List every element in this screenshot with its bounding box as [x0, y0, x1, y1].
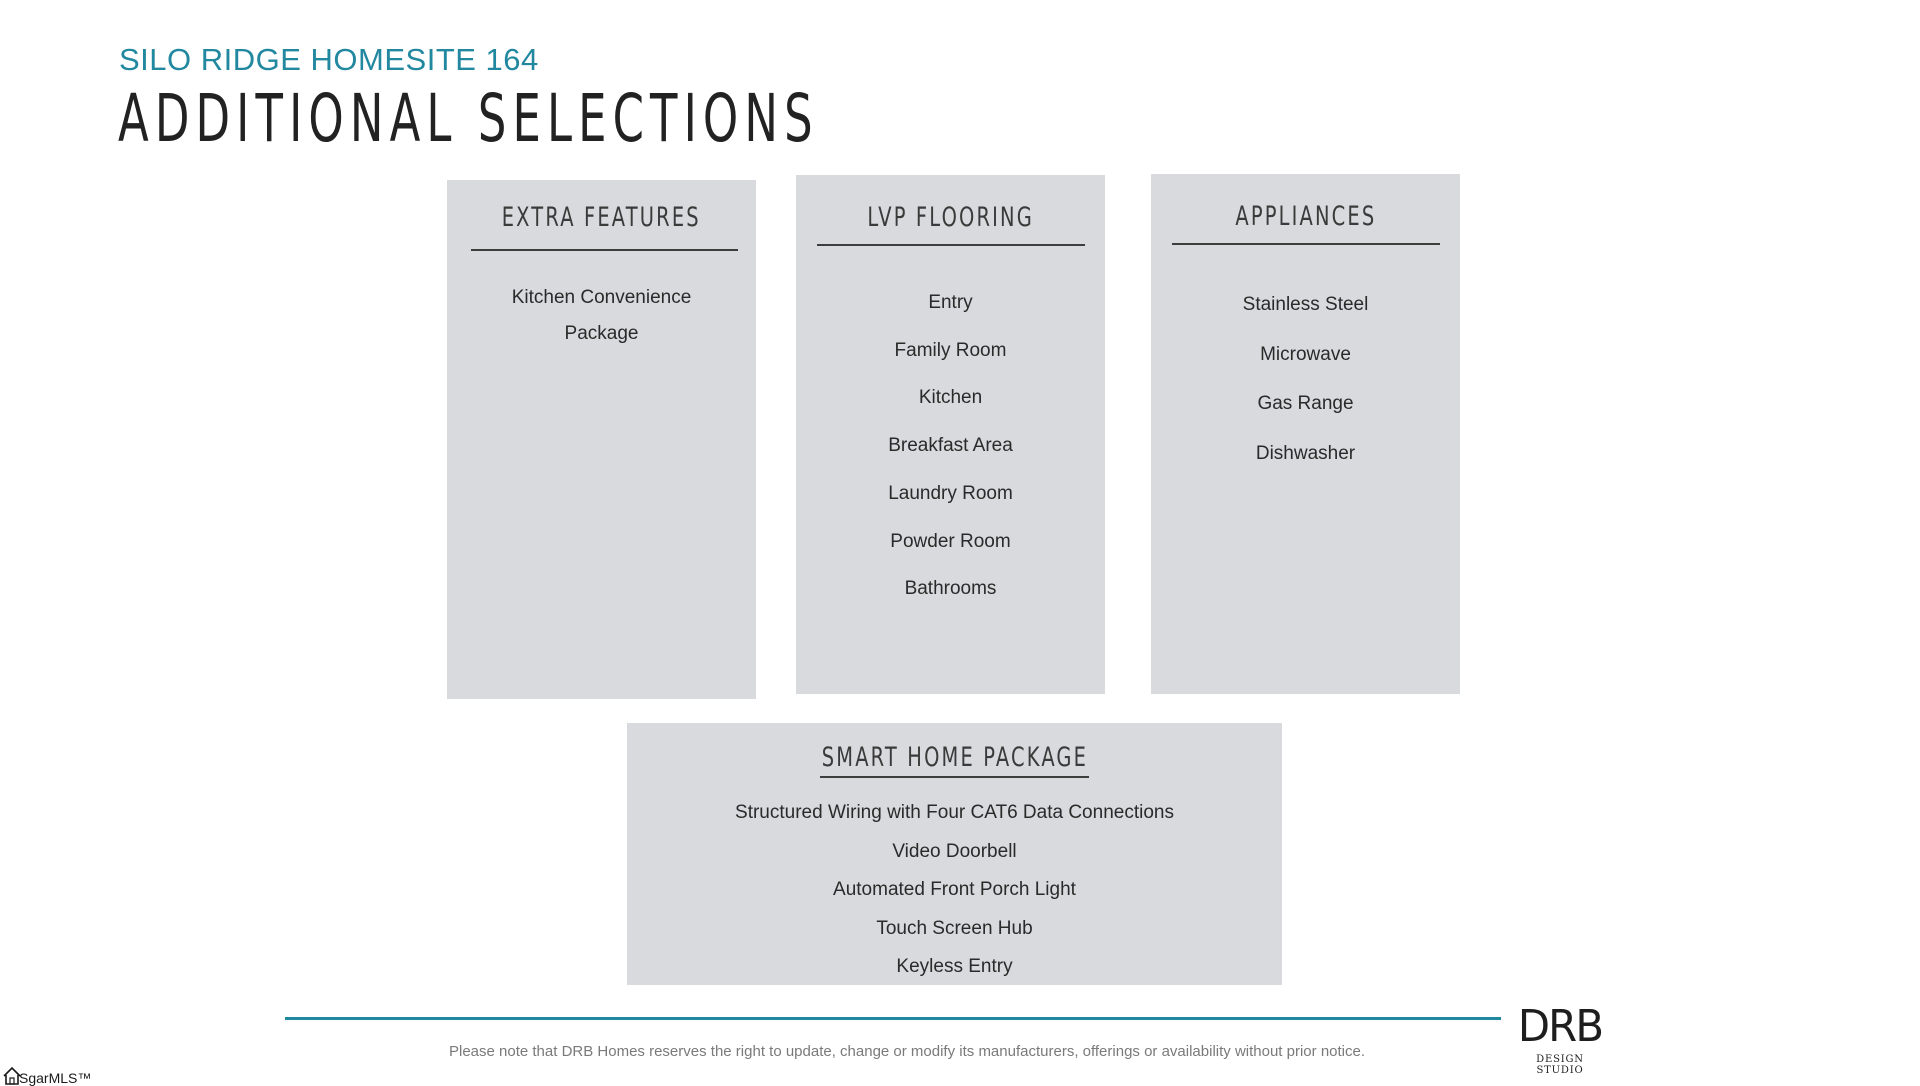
extra-features-heading: EXTRA FEATURES	[501, 202, 702, 233]
lvp-flooring-list	[796, 279, 1105, 613]
list-item: Automated Front Porch Light	[833, 879, 1076, 901]
list-item: Kitchen Convenience Package	[511, 287, 692, 344]
extra-features-divider	[471, 249, 738, 251]
lvp-flooring-panel	[796, 175, 1105, 694]
footer-divider	[285, 1017, 1501, 1020]
appliances-heading: APPLIANCES	[1235, 201, 1376, 232]
drb-design-studio-logo	[1512, 1001, 1608, 1076]
extra-features-list	[487, 280, 716, 352]
appliances-panel	[1151, 174, 1460, 694]
disclaimer-text: Please note that DRB Homes reserves the right to update, change or modify its manufacturers, offerings or availability without prior notice.	[449, 1043, 1366, 1060]
smart-home-list	[627, 794, 1282, 987]
logo-mark: DRB	[1517, 1001, 1603, 1052]
page-title: ADDITIONAL SELECTIONS	[118, 80, 819, 157]
list-item: Stainless Steel	[1242, 294, 1369, 315]
smart-home-divider	[820, 776, 1089, 778]
smart-home-heading: SMART HOME PACKAGE	[821, 742, 1088, 773]
list-item: Keyless Entry	[896, 956, 1013, 978]
extra-features-panel	[447, 180, 756, 699]
list-item: Gas Range	[1257, 393, 1354, 415]
logo-subtitle: DESIGN STUDIO	[1536, 1054, 1584, 1076]
list-item: Bathrooms	[904, 578, 997, 600]
list-item: Laundry Room	[888, 482, 1013, 504]
smart-home-panel	[627, 723, 1282, 985]
list-item: Entry	[928, 292, 973, 313]
appliances-list	[1151, 280, 1460, 479]
list-item: Microwave	[1260, 343, 1351, 365]
appliances-divider	[1172, 243, 1440, 245]
list-item: Powder Room	[890, 530, 1011, 552]
list-item: Kitchen	[918, 387, 983, 409]
mls-watermark-text: SgarMLS™	[19, 1070, 92, 1086]
list-item: Video Doorbell	[892, 840, 1017, 862]
list-item: Breakfast Area	[888, 435, 1013, 457]
mls-watermark	[2, 1066, 91, 1086]
lvp-flooring-divider	[817, 244, 1085, 246]
list-item: Touch Screen Hub	[876, 917, 1033, 939]
lvp-flooring-heading: LVP FLOORING	[867, 202, 1034, 233]
list-item: Family Room	[894, 339, 1007, 361]
list-item: Structured Wiring with Four CAT6 Data Connections	[735, 802, 1174, 823]
page-subtitle: SILO RIDGE HOMESITE 164	[119, 42, 539, 77]
list-item: Dishwasher	[1255, 443, 1356, 465]
